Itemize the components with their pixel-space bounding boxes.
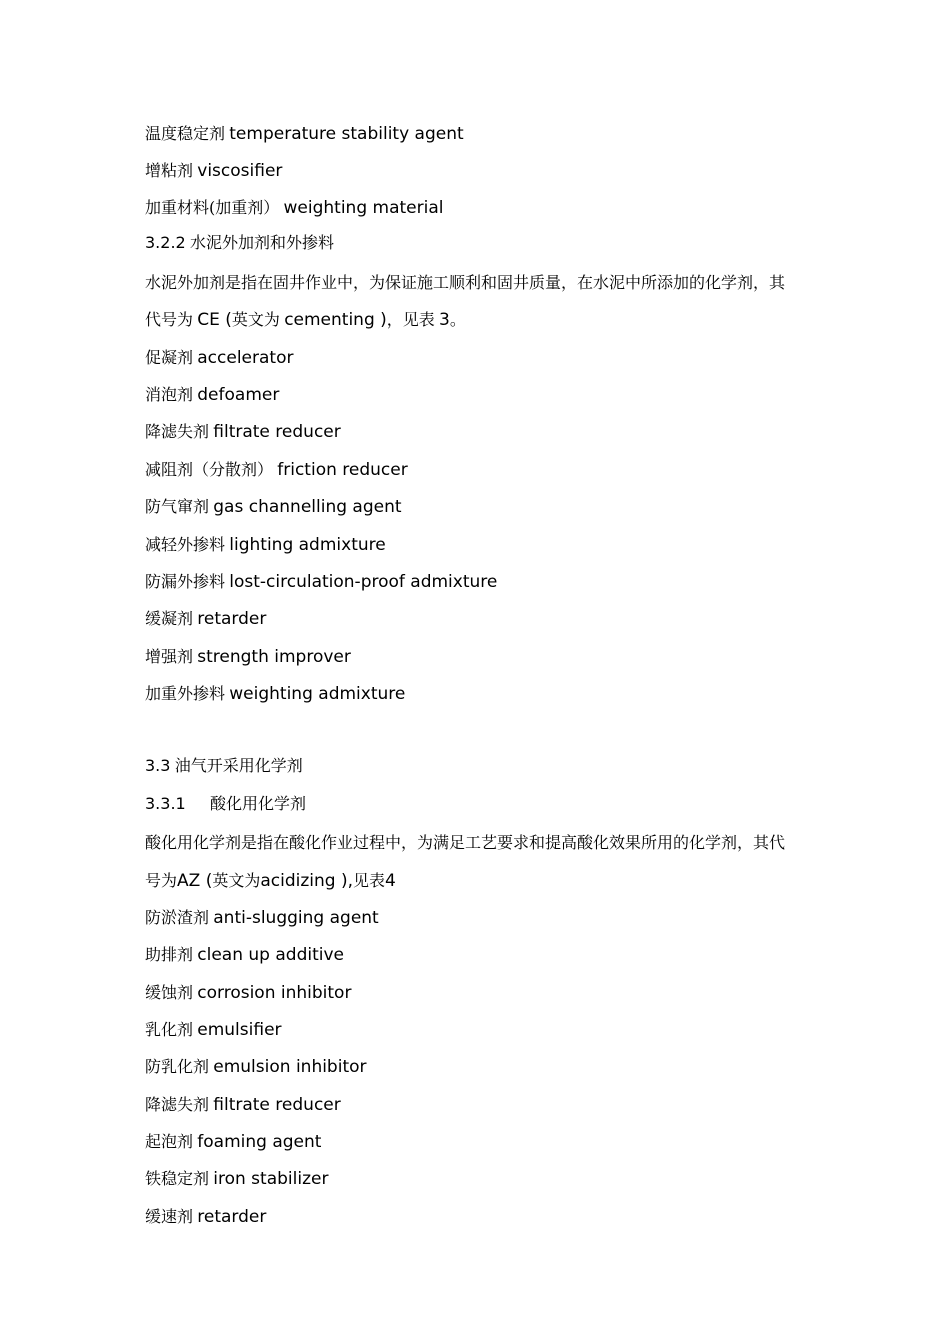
term-chinese: 缓速剂 bbox=[145, 1207, 194, 1226]
paragraph-text: 。 bbox=[449, 310, 466, 329]
paragraph-text: 英文为 bbox=[212, 871, 261, 890]
term-english: temperature stability agent bbox=[229, 124, 464, 144]
term-row bbox=[145, 383, 279, 407]
term-chinese: 助排剂 bbox=[145, 945, 194, 964]
paragraph-line bbox=[145, 869, 396, 893]
term-row bbox=[145, 420, 341, 444]
term-english: lost-circulation-proof admixture bbox=[229, 572, 498, 592]
term-row bbox=[145, 682, 405, 706]
section-title: 油气开采用化学剂 bbox=[174, 756, 303, 775]
term-row bbox=[145, 533, 386, 557]
paragraph-text: 英文为 bbox=[231, 310, 280, 329]
term-chinese: 防气窜剂 bbox=[145, 497, 210, 516]
table-number: 4 bbox=[385, 871, 396, 891]
section-title: 酸化用化学剂 bbox=[209, 794, 306, 813]
term-row bbox=[145, 645, 351, 669]
paragraph-text: ，见表 bbox=[386, 310, 435, 329]
term-row bbox=[145, 1205, 266, 1229]
term-chinese: 防淤渣剂 bbox=[145, 908, 210, 927]
paragraph-text: 酸化用化学剂是指在酸化作业过程中，为满足工艺要求和提高酸化效果所用的化学剂，其代 bbox=[145, 833, 786, 852]
term-row bbox=[145, 159, 282, 183]
term-english: strength improver bbox=[197, 647, 351, 667]
term-english: friction reducer bbox=[277, 460, 408, 480]
term-row bbox=[145, 981, 351, 1005]
term-row bbox=[145, 1167, 328, 1191]
term-chinese: 缓蚀剂 bbox=[145, 983, 194, 1002]
term-chinese: 防漏外掺料 bbox=[145, 572, 226, 591]
term-row bbox=[145, 495, 402, 519]
term-chinese: 增强剂 bbox=[145, 647, 194, 666]
paragraph-text: 水泥外加剂是指在固井作业中，为保证施工顺利和固井质量，在水泥中所添加的化学剂，其 bbox=[145, 273, 786, 292]
term-english: weighting admixture bbox=[229, 684, 406, 704]
term-chinese: 铁稳定剂 bbox=[145, 1169, 210, 1188]
term-row bbox=[145, 458, 408, 482]
term-chinese: 温度稳定剂 bbox=[145, 124, 226, 143]
term-english: clean up additive bbox=[197, 945, 344, 965]
paragraph-line bbox=[145, 831, 785, 855]
term-row bbox=[145, 570, 497, 594]
paragraph-text: 见表 bbox=[353, 871, 386, 890]
term-english: defoamer bbox=[197, 385, 280, 405]
term-row bbox=[145, 943, 344, 967]
paragraph-text: 代号为 bbox=[145, 310, 194, 329]
code-text: CE ( bbox=[197, 310, 232, 330]
term-row bbox=[145, 1055, 367, 1079]
code-text: acidizing ), bbox=[260, 871, 353, 891]
paragraph-line bbox=[145, 271, 785, 295]
term-row bbox=[145, 196, 443, 220]
term-chinese: 缓凝剂 bbox=[145, 609, 194, 628]
term-chinese: 减轻外掺料 bbox=[145, 535, 226, 554]
term-english: emulsion inhibitor bbox=[213, 1057, 367, 1077]
code-text: AZ ( bbox=[177, 871, 213, 891]
term-english: lighting admixture bbox=[229, 535, 386, 555]
term-chinese: 起泡剂 bbox=[145, 1132, 194, 1151]
term-chinese: 消泡剂 bbox=[145, 385, 194, 404]
term-english: filtrate reducer bbox=[213, 1095, 341, 1115]
term-english: viscosifier bbox=[197, 161, 283, 181]
term-row bbox=[145, 1130, 321, 1154]
term-row bbox=[145, 906, 379, 930]
term-english: weighting material bbox=[283, 198, 444, 218]
term-chinese: 降滤失剂 bbox=[145, 422, 210, 441]
term-english: corrosion inhibitor bbox=[197, 983, 352, 1003]
term-chinese: 促凝剂 bbox=[145, 348, 194, 367]
term-english: foaming agent bbox=[197, 1132, 322, 1152]
term-chinese: 防乳化剂 bbox=[145, 1057, 210, 1076]
term-row bbox=[145, 346, 293, 370]
section-title: 水泥外加剂和外掺料 bbox=[189, 233, 334, 252]
term-chinese: 乳化剂 bbox=[145, 1020, 194, 1039]
term-english: retarder bbox=[197, 609, 267, 629]
term-english: filtrate reducer bbox=[213, 422, 341, 442]
section-number: 3.3.1 bbox=[145, 794, 186, 813]
term-chinese: 减阻剂（分散剂） bbox=[145, 460, 274, 479]
term-row bbox=[145, 1018, 282, 1042]
term-chinese: 加重材料(加重剂） bbox=[145, 198, 280, 217]
term-chinese: 增粘剂 bbox=[145, 161, 194, 180]
term-row bbox=[145, 607, 266, 631]
paragraph-line bbox=[145, 308, 466, 332]
paragraph-text: 号为 bbox=[145, 871, 178, 890]
term-english: accelerator bbox=[197, 348, 294, 368]
table-number: 3 bbox=[439, 310, 450, 330]
term-english: anti-slugging agent bbox=[213, 908, 379, 928]
section-heading bbox=[145, 754, 303, 778]
section-heading bbox=[145, 792, 306, 816]
term-chinese: 降滤失剂 bbox=[145, 1095, 210, 1114]
term-row bbox=[145, 122, 464, 146]
section-number: 3.3 bbox=[145, 756, 171, 775]
term-chinese: 加重外掺料 bbox=[145, 684, 226, 703]
term-english: iron stabilizer bbox=[213, 1169, 329, 1189]
term-row bbox=[145, 1093, 341, 1117]
term-english: emulsifier bbox=[197, 1020, 282, 1040]
term-english: retarder bbox=[197, 1207, 267, 1227]
term-english: gas channelling agent bbox=[213, 497, 402, 517]
code-text: cementing ) bbox=[284, 310, 387, 330]
section-heading bbox=[145, 231, 334, 255]
section-number: 3.2.2 bbox=[145, 233, 186, 252]
